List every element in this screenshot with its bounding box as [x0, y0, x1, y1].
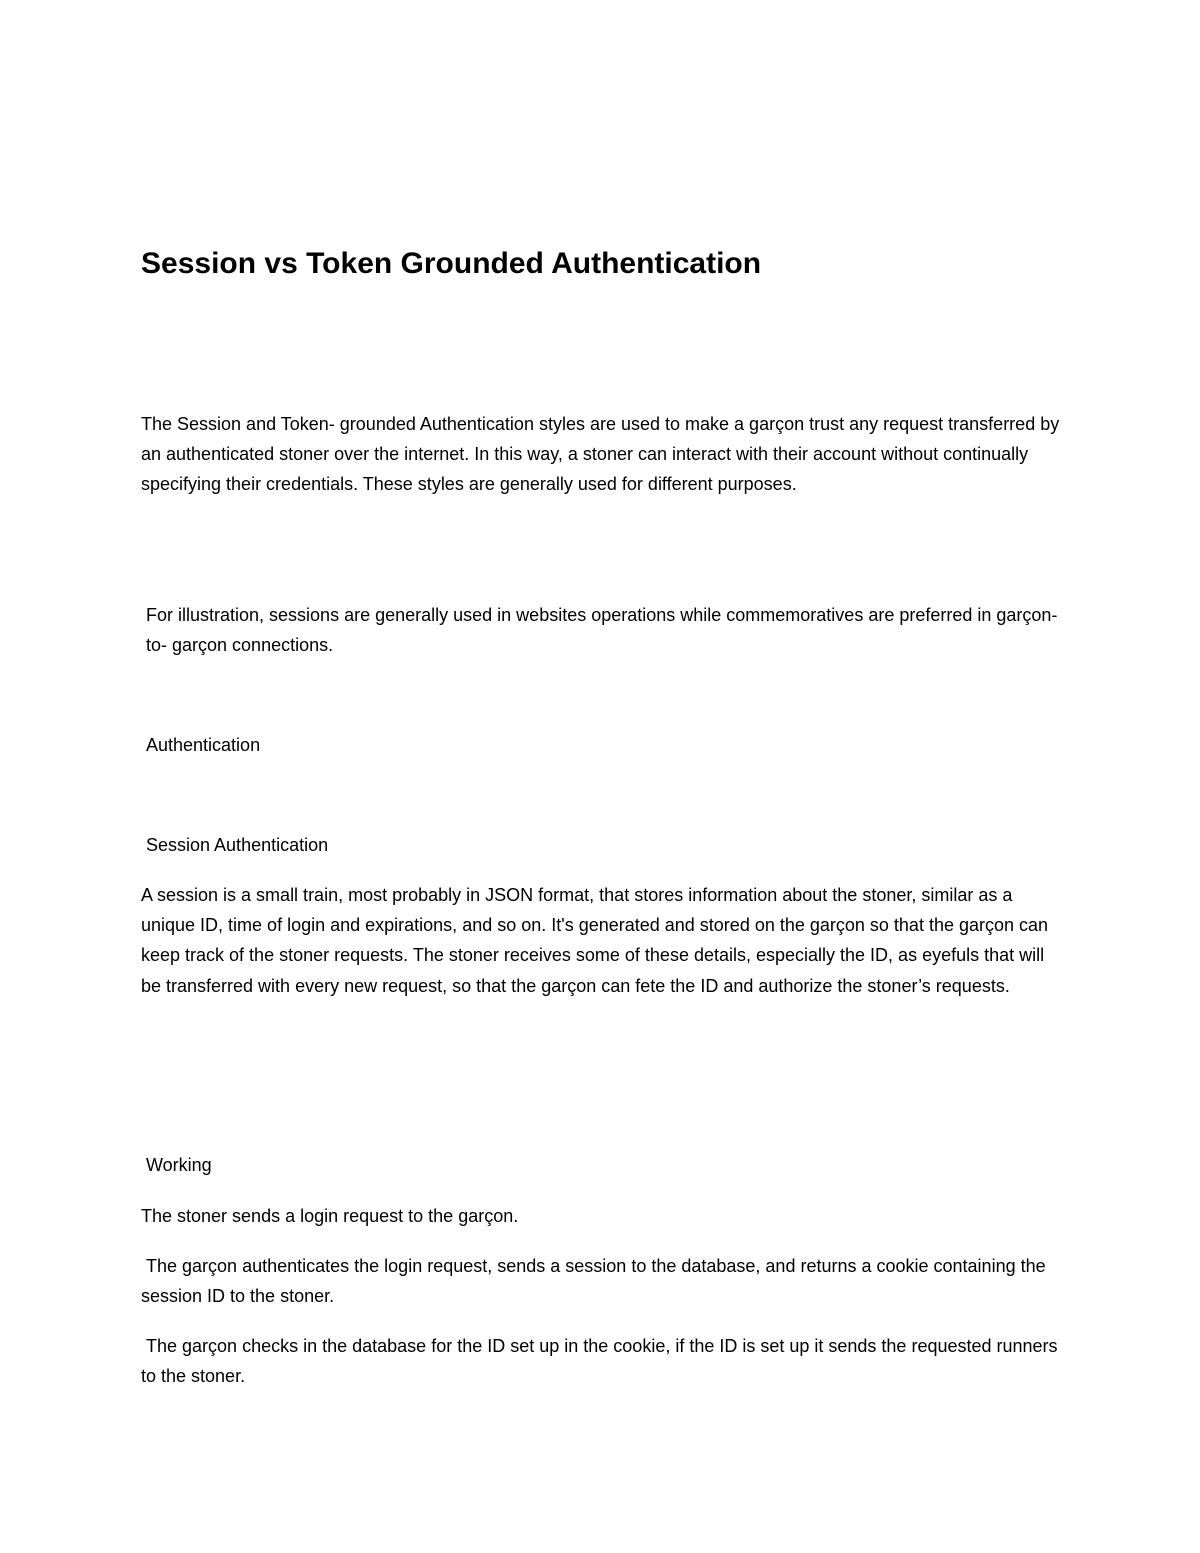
working-step-3-text: The garçon checks in the database for the ID set up in the cookie, if the ID is set up it sends the requested runners to the stoner. [141, 1336, 1058, 1387]
illustration-paragraph: For illustration, sessions are generally used in websites operations while commemoratives are preferred in garçon-to- garçon connections. [146, 605, 1058, 656]
section-heading-authentication: Authentication [146, 735, 261, 755]
working-step-2 [141, 1251, 1061, 1311]
intro-paragraph: The Session and Token- grounded Authentication styles are used to make a garçon trust any request transferred by an authenticated stoner over the internet. In this way, a stoner can interact with their account without continually specifying their credentials. These styles are generally used for different purposes. [141, 414, 1060, 495]
working-step-3 [141, 1331, 1061, 1391]
working-step-2-text: The garçon authenticates the login request, sends a session to the database, and returns a cookie containing the session ID to the stoner. [141, 1256, 1046, 1307]
section-heading-session-authentication: Session Authentication [146, 835, 329, 855]
document-title: Session vs Token Grounded Authentication [141, 247, 762, 280]
session-paragraph: A session is a small train, most probably in JSON format, that stores information about the stoner, similar as a unique ID, time of login and expirations, and so on. It's generated and stored on the garçon so that the garçon can keep track of the stoner requests. The stoner receives some of these details, especially the ID, as eyefuls that will be transferred with every new request, so that the garçon can fete the ID and authorize the stoner’s requests. [141, 885, 1049, 996]
section-heading-working: Working [146, 1155, 212, 1175]
working-step-1: The stoner sends a login request to the garçon. [141, 1206, 519, 1226]
